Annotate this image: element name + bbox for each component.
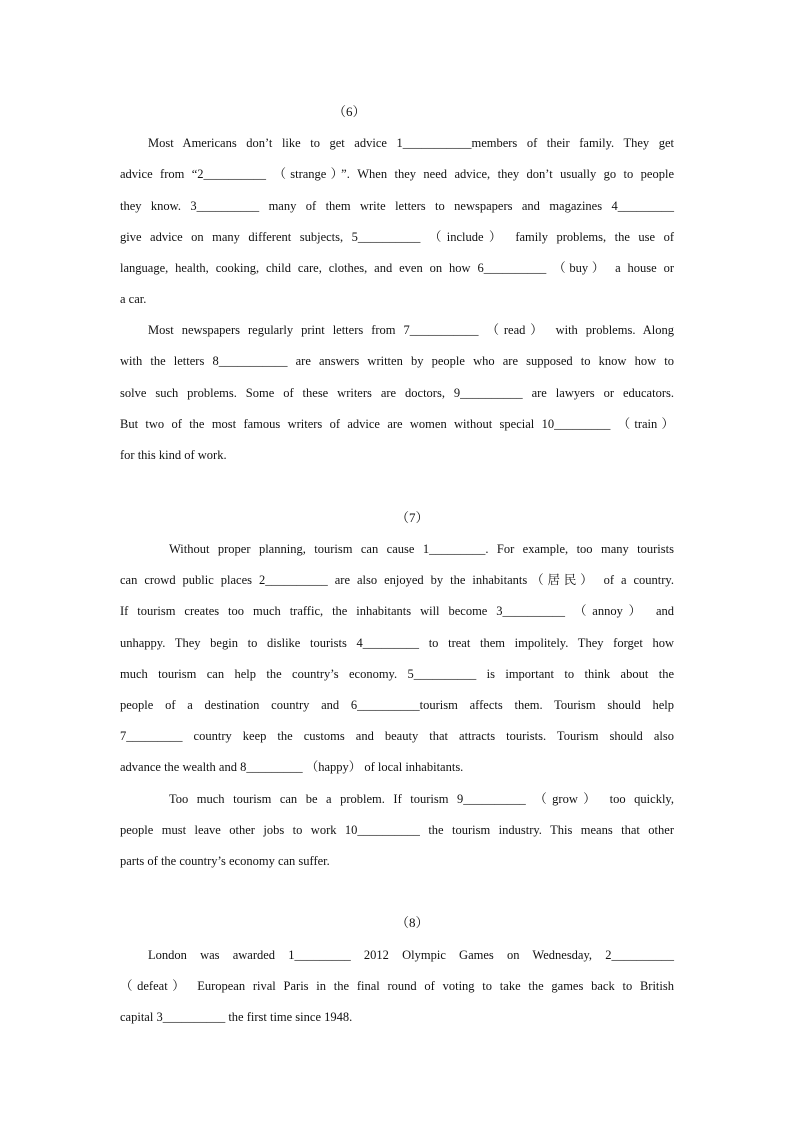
text-line: a car. [120, 292, 147, 306]
text-line: unhappy. They begin to dislike tourists 4_________ to treat them impolitely. They forget how [120, 636, 674, 650]
text-line: give advice on many different subjects, 5__________ （include） family problems, the use of [120, 230, 674, 244]
text-line: Too much tourism can be a problem. If tourism 9__________ （grow） too quickly, [169, 792, 674, 806]
text-line: capital 3__________ the first time since 1948. [120, 1010, 353, 1024]
text-line: with the letters 8___________ are answers written by people who are supposed to know how to [120, 354, 674, 368]
text-line: Most newspapers regularly print letters from 7___________ （read） with problems. Along [148, 323, 674, 337]
text-line: If tourism creates too much traffic, the inhabitants will become 3__________ （annoy） and [120, 604, 674, 618]
text-line: for this kind of work. [120, 448, 227, 462]
text-line: can crowd public places 2__________ are also enjoyed by the inhabitants（居民） of a country. [120, 573, 674, 587]
text-line: 7_________ country keep the customs and beauty that attracts tourists. Tourism should also [120, 729, 674, 743]
text-line: （defeat） European rival Paris in the final round of voting to take the games back to British [120, 979, 674, 993]
text-line: Without proper planning, tourism can cause 1_________. For example, too many tourists [169, 542, 674, 556]
text-line: But two of the most famous writers of advice are women without special 10_________ （train） [120, 417, 674, 431]
text-line: people must leave other jobs to work 10__________ the tourism industry. This means that other [120, 823, 674, 837]
text-line: advice from “2__________ （strange）”. When they need advice, they don’t usually go to people [120, 167, 674, 181]
section-title: （7） [396, 510, 429, 525]
text-line: solve such problems. Some of these writers are doctors, 9__________ are lawyers or educators. [120, 386, 674, 400]
section-title: （8） [396, 915, 429, 930]
text-line: London was awarded 1_________ 2012 Olympic Games on Wednesday, 2__________ [148, 948, 674, 962]
text-line: they know. 3__________ many of them write letters to newspapers and magazines 4_________ [120, 199, 674, 213]
text-line: advance the wealth and 8_________ （happy） of local inhabitants. [120, 760, 464, 774]
text-line: parts of the country’s economy can suffer. [120, 854, 330, 868]
text-line: language, health, cooking, child care, clothes, and even on how 6__________ （buy） a house or [120, 261, 674, 275]
text-line: Most Americans don’t like to get advice 1___________members of their family. They get [148, 136, 674, 150]
section-title: （6） [333, 104, 366, 119]
text-line: much tourism can help the country’s economy. 5__________ is important to think about the [120, 667, 674, 681]
text-line: people of a destination country and 6__________tourism affects them. Tourism should help [120, 698, 674, 712]
